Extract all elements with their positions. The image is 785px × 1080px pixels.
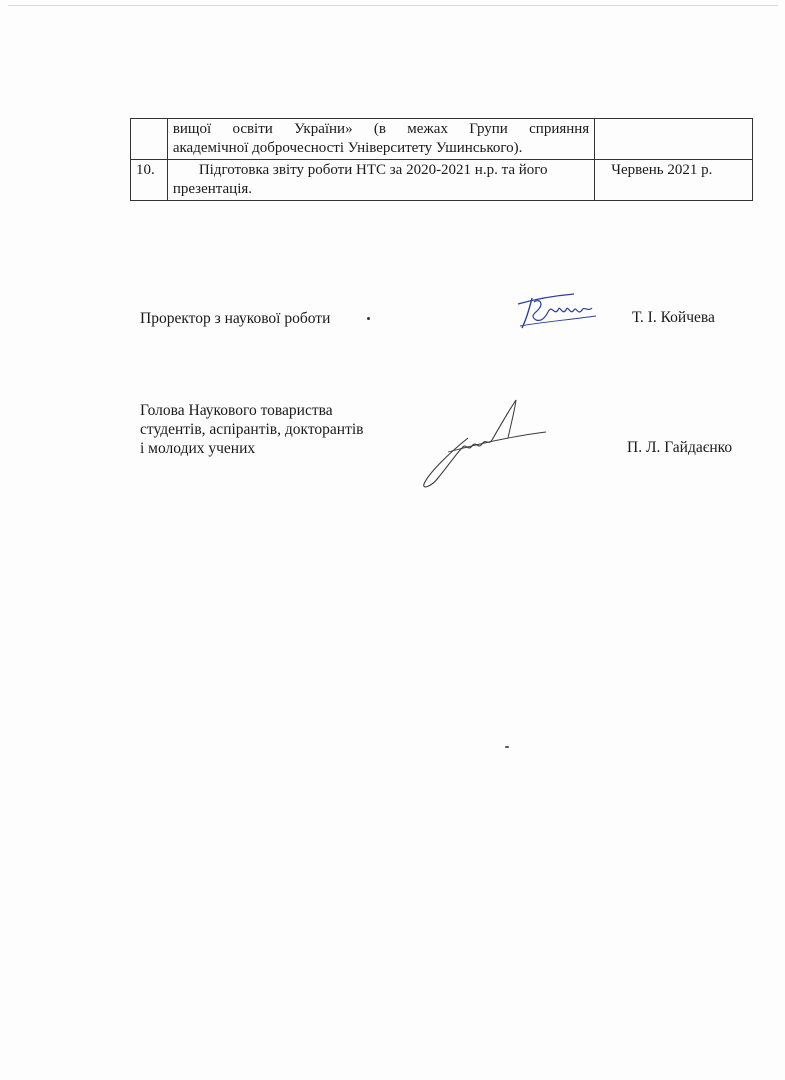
table-row [131,119,753,160]
row-number: 10. [131,160,168,201]
head-name: П. Л. Гайдаєнко [627,439,733,456]
description-line: Підготовка звіту роботи НТС за 2020-2021 н.р. та його [198,162,548,178]
head-title-line: Голова Наукового товариства [140,402,333,419]
vice-rector-title: Проректор з наукової роботи [140,310,331,327]
row-description [167,119,594,160]
stray-dot [367,317,370,320]
head-title [140,401,363,458]
row-term [595,119,753,160]
row-term: Червень 2021 р. [595,160,753,201]
row-number [131,119,168,160]
head-signature [418,396,550,492]
description-line: вищої освіти України» (в межах Групи сприяння [172,121,590,137]
plan-table [130,118,753,201]
page-top-edge [8,5,778,6]
description-line: презентація. [172,181,253,197]
row-description [167,160,594,201]
stray-mark [505,746,509,748]
head-title-line: і молодих учених [140,440,256,457]
vice-rector-signature [512,282,602,334]
description-line: академічної доброчесності Університету Ушинського). [172,140,523,156]
table-row [131,160,753,201]
vice-rector-name: Т. І. Койчева [632,309,715,326]
head-title-line: студентів, аспірантів, докторантів [140,421,364,438]
